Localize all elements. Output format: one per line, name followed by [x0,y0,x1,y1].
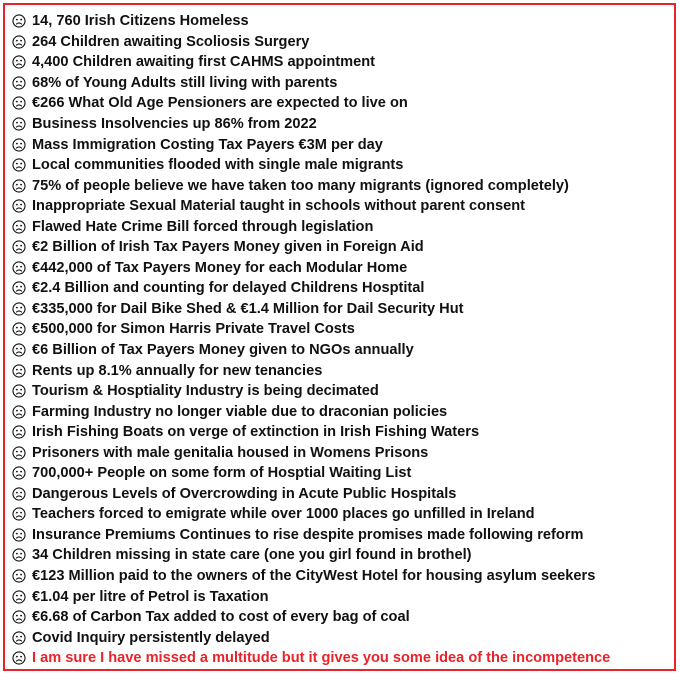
worried-face-icon [12,364,26,378]
list-item-text: €6 Billion of Tax Payers Money given to NGOs annually [32,342,414,359]
list-item-text: €266 What Old Age Pensioners are expected to live on [32,95,408,112]
list-item-text: Rents up 8.1% annually for new tenancies [32,362,323,379]
list-item [12,566,610,587]
list-item [12,73,610,94]
list-item [12,442,610,463]
list-item-text: €1.04 per litre of Petrol is Taxation [32,588,269,605]
list-item-text: Flawed Hate Crime Bill forced through legislation [32,218,374,235]
list-item [12,360,610,381]
closing-remark-text: I am sure I have missed a multitude but it gives you some idea of the incompetence [32,650,611,667]
list-item-text: Irish Fishing Boats on verge of extinction in Irish Fishing Waters [32,424,480,441]
list-item-text: Covid Inquiry persistently delayed [32,629,270,646]
worried-face-icon [12,96,26,110]
list-item [12,381,610,402]
worried-face-icon [12,55,26,69]
list-item-text: Dangerous Levels of Overcrowding in Acute Public Hospitals [32,485,457,502]
list-item-text: €335,000 for Dail Bike Shed & €1.4 Million for Dail Security Hut [32,300,464,317]
worried-face-icon [12,302,26,316]
list-item [12,237,610,258]
list-item [12,319,610,340]
list-item [12,278,610,299]
list-item [12,134,610,155]
list-item-text: €6.68 of Carbon Tax added to cost of every bag of coal [32,609,410,626]
list-item [12,586,610,607]
list-item [12,484,610,505]
worried-face-icon [12,651,26,665]
list-item-text: Business Insolvencies up 86% from 2022 [32,116,317,132]
list-item-text: 34 Children missing in state care (one you girl found in brothel) [32,547,472,564]
list-item [12,52,610,73]
list-item [12,299,610,320]
worried-face-icon [12,405,26,419]
worried-face-icon [12,569,26,583]
list-item [12,545,610,566]
worried-face-icon [12,199,26,213]
list-item [12,155,610,176]
list-item [12,504,610,525]
worried-face-icon [12,14,26,28]
list-item-text: €500,000 for Simon Harris Private Travel Costs [32,321,355,338]
list-item [12,401,610,422]
list-item [12,627,610,648]
closing-remark [12,648,610,669]
list-item-text: 700,000+ People on some form of Hosptial Waiting List [32,465,412,482]
list-item-text: 75% of people believe we have taken too many migrants (ignored completely) [32,177,569,194]
worried-face-icon [12,487,26,501]
list-item-text: Farming Industry no longer viable due to draconian policies [32,403,448,420]
list-item [12,525,610,546]
list-item-text: Prisoners with male genitalia housed in Womens Prisons [32,444,429,461]
list-item-text: 14, 760 Irish Citizens Homeless [32,13,249,30]
list-item-text: 264 Children awaiting Scoliosis Surgery [32,33,310,50]
worried-face-icon [12,548,26,562]
worried-face-icon [12,528,26,542]
worried-face-icon [12,220,26,234]
list-item-text: Inappropriate Sexual Material taught in schools without parent consent [32,198,526,215]
worried-face-icon [12,322,26,336]
worried-face-icon [12,281,26,295]
list-item-text: Insurance Premiums Continues to rise despite promises made following reform [32,526,584,543]
list-item [12,196,610,217]
list-item [12,114,610,135]
list-item-text: €2.4 Billion and counting for delayed Childrens Hosptital [32,280,425,297]
worried-face-icon [12,610,26,624]
list-item [12,340,610,361]
worried-face-icon [12,466,26,480]
list-item-text: 4,400 Children awaiting first CAHMS appointment [32,54,375,71]
worried-face-icon [12,158,26,172]
worried-face-icon [12,179,26,193]
list-item [12,93,610,114]
list-item-text: Tourism & Hosptiality Industry is being decimated [32,383,379,400]
worried-face-icon [12,507,26,521]
list-item [12,32,610,53]
list-item [12,216,610,237]
worried-face-icon [12,384,26,398]
worried-face-icon [12,240,26,254]
worried-face-icon [12,425,26,439]
list-item [12,11,610,32]
list-item-text: 68% of Young Adults still living with parents [32,74,338,91]
list-item-text: Teachers forced to emigrate while over 1000 places go unfilled in Ireland [32,506,535,523]
worried-face-icon [12,590,26,604]
list-item [12,463,610,484]
worried-face-icon [12,76,26,90]
worried-face-icon [12,343,26,357]
list-item [12,258,610,279]
worried-face-icon [12,631,26,645]
grievance-list [12,11,610,669]
list-item-text: Mass Immigration Costing Tax Payers €3M per day [32,136,383,153]
worried-face-icon [12,35,26,49]
list-item [12,175,610,196]
worried-face-icon [12,138,26,152]
worried-face-icon [12,446,26,460]
list-item [12,422,610,443]
list-item [12,607,610,628]
list-item-text: €123 Million paid to the owners of the CityWest Hotel for housing asylum seekers [32,568,596,585]
list-item-text: Local communities flooded with single male migrants [32,157,404,174]
list-item-text: €2 Billion of Irish Tax Payers Money given in Foreign Aid [32,239,424,256]
worried-face-icon [12,117,26,131]
worried-face-icon [12,261,26,275]
list-item-text: €442,000 of Tax Payers Money for each Modular Home [32,259,408,276]
